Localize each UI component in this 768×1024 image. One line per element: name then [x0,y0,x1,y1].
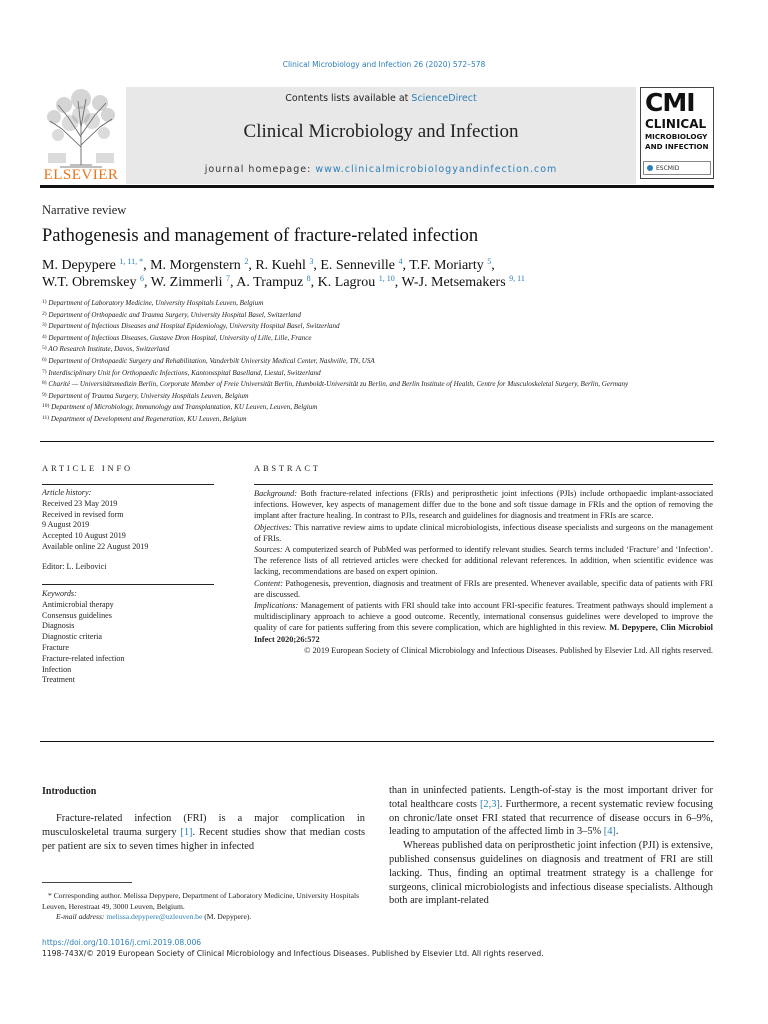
journal-header-banner [126,87,636,184]
affiliation-item [42,320,662,332]
escmid-badge [643,161,711,175]
affiliation-number: 4) [42,333,47,340]
journal-citation[interactable]: Clinical Microbiology and Infection 26 (2020) 572–578 [282,60,486,69]
abstract-sources [254,544,713,578]
history-item: Available online 22 August 2019 [42,541,149,551]
affiliation-number: 2) [42,310,47,317]
citation-bold: M. Depypere, Clin Microbiol Infect 2020;26:572 [254,623,713,644]
body-column-right [389,784,713,908]
author-affiliation-ref[interactable]: 3 [309,257,314,266]
keyword-item: Fracture-related infection [42,653,125,663]
abstract-objectives [254,522,713,544]
authors-line-2 [42,274,525,291]
keyword-item: Consensus guidelines [42,610,112,620]
article-title: Pathogenesis and management of fracture-related infection [42,226,479,246]
affiliation-item [42,390,662,402]
section-rule-bottom [40,741,714,742]
author-affiliation-ref[interactable]: 7 [226,274,231,283]
history-label: Article history: [42,488,92,497]
affiliation-item [42,401,662,413]
author-affiliation-ref[interactable]: 2 [244,257,249,266]
affiliation-text: Department of Microbiology, Immunology and Transplantation, KU Leuven, Leuven, Belgium [49,403,318,412]
elsevier-wordmark: ELSEVIER [43,167,119,183]
author-affiliation-ref[interactable]: 5 [487,257,492,266]
intro-cont-text-c: . [615,826,619,838]
sources-text: A computerized search of PubMed was performed to identify relevant studies. Search terms included ‘Fracture’ and ‘Infection’. The reference lists of all retrieved articles were checked for additional relevant references. In addition, when scientific evidence was lacking, recommendations are based on expert opinion. [254,545,713,577]
affiliation-text: Department of Infectious Diseases and Hospital Epidemiology, University Hospital Basel, Switzerland [46,322,340,331]
article-info-heading: ARTICLE INFO [42,463,133,473]
intro-text-a: Fracture-related infection (FRI) is a major complication in musculoskeletal trauma surgery [42,813,365,838]
author-name: , R. Kuehl [248,258,310,273]
author-name: W.T. Obremskey [42,275,140,290]
body-column-left [42,812,365,853]
article-info-rule [42,484,214,485]
author-affiliation-ref[interactable]: 6 [139,274,144,283]
author-affiliation-ref[interactable]: 1, 10 [378,274,395,283]
keyword-item: Antimicrobial therapy [42,599,114,609]
background-label: Background: [254,489,298,498]
keyword-item: Treatment [42,675,75,685]
objectives-text: This narrative review aims to update clinical microbiologists, infectious disease specialists and surgeons on the management of FRIs. [254,522,713,543]
affiliation-item [42,378,662,390]
affiliation-number: 6) [42,356,47,363]
implications-label: Implications: [254,601,299,611]
affiliation-number: 8) [42,380,47,387]
cmi-logo-line3: AND INFECTION [645,142,709,151]
escmid-badge-text: ESCMID [656,164,680,172]
reference-link-4[interactable]: [4] [603,826,616,838]
affiliation-text: Department of Development and Regeneration, KU Leuven, Belgium [49,414,247,423]
author-name: , M. Morgenstern [143,258,245,273]
keyword-item: Diagnostic criteria [42,632,103,642]
contents-prefix: Contents lists available at [285,93,412,104]
intro-cont-text-a: than in uninfected patients. Length-of-stay is the most important driver for total healthcare costs [389,785,713,810]
implications-text: Management of patients with FRI should take into account FRI-specific features. Treatment pathways should implement a multidisciplinary approach to achieve a good outcome. Recently, international consensus guidelines were developed to improve the quality of care for patients suffering from this severe complication, which are highlighted in this review. [254,601,713,633]
affiliation-number: 11) [42,414,50,421]
affiliation-text: Department of Orthopaedic Surgery and Rehabilitation, Vanderbilt University Medical Center, Nashville, TN, USA [46,356,375,365]
editor-line: Editor: L. Leibovici [42,562,107,571]
journal-title: Clinical Microbiology and Infection [243,121,519,142]
author-name: , W. Zimmerli [143,275,227,290]
sciencedirect-link[interactable]: ScienceDirect [411,93,477,104]
cmi-logo-line1: CLINICAL [645,117,707,131]
affiliation-number: 10) [42,403,50,410]
abstract-content [254,578,713,600]
keyword-item: Diagnosis [42,621,75,631]
author-name: , T.F. Moriarty [402,258,488,273]
author-name: , A. Trampuz [230,275,307,290]
intro-paragraph-1-cont [389,784,713,839]
affiliation-text: Department of Infectious Diseases, Gustave Dron Hospital, University of Lille, Lille, France [46,333,312,342]
keywords-label: Keywords: [42,589,77,598]
author-name: , E. Senneville [313,258,399,273]
author-name: , W-J. Metsemakers [394,275,510,290]
homepage-prefix: journal homepage: [204,164,316,175]
reference-link-1[interactable]: [1] [180,826,193,838]
affiliation-text: Charité — Universitätsmedizin Berlin, Corporate Member of Freie Universität Berlin, Humboldt-Universität zu Berlin, and Berlin Institute of Health, Centre for Musculoskeletal Surgery, Berlin, Germany [46,380,629,389]
cmi-logo-big: CMI [645,88,695,117]
intro-text-b: . Recent studies show that median costs per patient are six to seven times higher in infected [42,826,365,852]
content-label: Content: [254,578,284,588]
author-name: , [491,258,495,273]
section-rule [40,441,714,442]
corresponding-author-text: * Corresponding author. Melissa Depypere, Department of Laboratory Medicine, University Hospitals Leuven, Herestraat 49, 3000 Leuven, Belgium. [42,891,360,911]
keywords-rule [42,584,214,585]
affiliation-text: Department of Trauma Surgery, University Hospitals Leuven, Belgium [46,391,249,400]
objectives-label: Objectives: [254,522,292,532]
footnote-rule [42,882,132,883]
abstract-implications [254,600,713,645]
abstract-background [254,488,713,522]
affiliation-item [42,309,662,321]
affiliations-list [42,297,662,425]
affiliation-item [42,355,662,367]
journal-homepage-link[interactable]: www.clinicalmicrobiologyandinfection.com [315,164,558,175]
history-item: Received 23 May 2019 [42,498,118,508]
abstract-heading: ABSTRACT [254,463,321,473]
authors-line-1 [42,257,495,274]
article-history [42,488,214,553]
history-list [42,499,214,553]
affiliation-number: 3) [42,322,47,329]
affiliation-text: Department of Laboratory Medicine, University Hospitals Leuven, Belgium [46,299,264,307]
affiliation-text: Interdisciplinary Unit for Orthopaedic Infections, Kantonsspital Baselland, Liestal, Switzerland [46,368,321,377]
affiliation-item [42,343,662,355]
intro-paragraph-2: Whereas published data on periprosthetic joint infection (PJI) is extensive, published consensus guidelines on diagnosis and treatment of FRI are still lacking. Thus, finding an optimal treatment strategy is a challenge for surgeons, clinical microbiologists and infectious disease specialists. Although both are implant-related [389,840,713,907]
affiliation-item [42,332,662,344]
reference-link-2-3[interactable]: [2,3] [479,798,500,810]
abstract-copyright: © 2019 European Society of Clinical Microbiology and Infectious Diseases. Published by Elsevier Ltd. All rights reserved. [304,645,713,655]
affiliation-text: AO Research Institute, Davos, Switzerland [46,345,170,354]
affiliation-text: Department of Orthopaedic and Trauma Surgery, University Hospital Basel, Switzerland [46,310,301,319]
elsevier-logo[interactable] [40,87,122,184]
keywords-block [42,589,214,686]
author-affiliation-ref[interactable]: 8 [306,274,311,283]
history-item: 9 August 2019 [42,520,90,530]
affiliation-item [42,297,662,309]
email-label: E-mail address: [56,912,107,922]
affiliation-number: 9) [42,391,47,398]
intro-cont-text-b: . Furthermore, a recent systematic review focusing on chronic/late onset FRI stated that recurrence of disease occurs in 6–9%, leading to amputation of the affected limb in 3–5% [389,798,713,838]
author-name: , K. Lagrou [310,275,379,290]
author-name: M. Depypere [42,258,120,273]
email-link[interactable]: melissa.depypere@uzleuven.be [106,912,203,922]
abstract-body [254,488,713,656]
cmi-journal-logo[interactable] [640,87,714,179]
sources-label: Sources: [254,545,283,555]
keyword-item: Infection [42,664,72,674]
keywords-list [42,600,214,686]
background-text: Both fracture-related infections (FRIs) and periprosthetic joint infections (PJIs) include orthopaedic implant-associated infections. However, key aspects of management differ due to the bone and soft tissue damage in FRIs and the option of removing the implant after fracture healing. In contrast to PJIs, research and guidelines for diagnosis and treatment in FRIs are scarce. [254,489,713,521]
corresponding-author-footnote [42,891,372,923]
journal-homepage-line [126,164,636,175]
history-item: Received in revised form [42,509,124,519]
abstract-rule [254,484,713,485]
cmi-logo-line2: MICROBIOLOGY [645,132,708,141]
email-suffix: (M. Depypere). [202,912,252,922]
introduction-heading: Introduction [42,786,97,797]
content-text: Pathogenesis, prevention, diagnosis and treatment of FRIs are presented. Whenever available, specific data of patients with FRI are discussed. [254,578,713,599]
article-type: Narrative review [42,203,127,217]
affiliation-item [42,367,662,379]
affiliation-number: 1) [42,299,47,305]
email-line [42,912,372,923]
contents-available-line [126,93,636,104]
author-affiliation-ref[interactable]: 4 [398,257,403,266]
keyword-item: Fracture [42,642,69,652]
header-rule [40,185,714,188]
intro-paragraph-1 [42,812,365,853]
affiliation-number: 5) [42,345,47,352]
affiliation-number: 7) [42,368,47,375]
doi-link[interactable]: https://doi.org/10.1016/j.cmi.2019.08.006 [42,938,202,947]
escmid-badge-icon [647,165,653,171]
author-affiliation-ref[interactable]: 1, 11, * [119,257,144,266]
author-affiliation-ref[interactable]: 9, 11 [509,274,525,283]
history-item: Accepted 10 August 2019 [42,531,126,541]
affiliation-item [42,413,662,425]
issn-copyright-line: 1198-743X/© 2019 European Society of Clinical Microbiology and Infectious Diseases. Published by Elsevier Ltd. All rights reserved. [42,949,544,958]
